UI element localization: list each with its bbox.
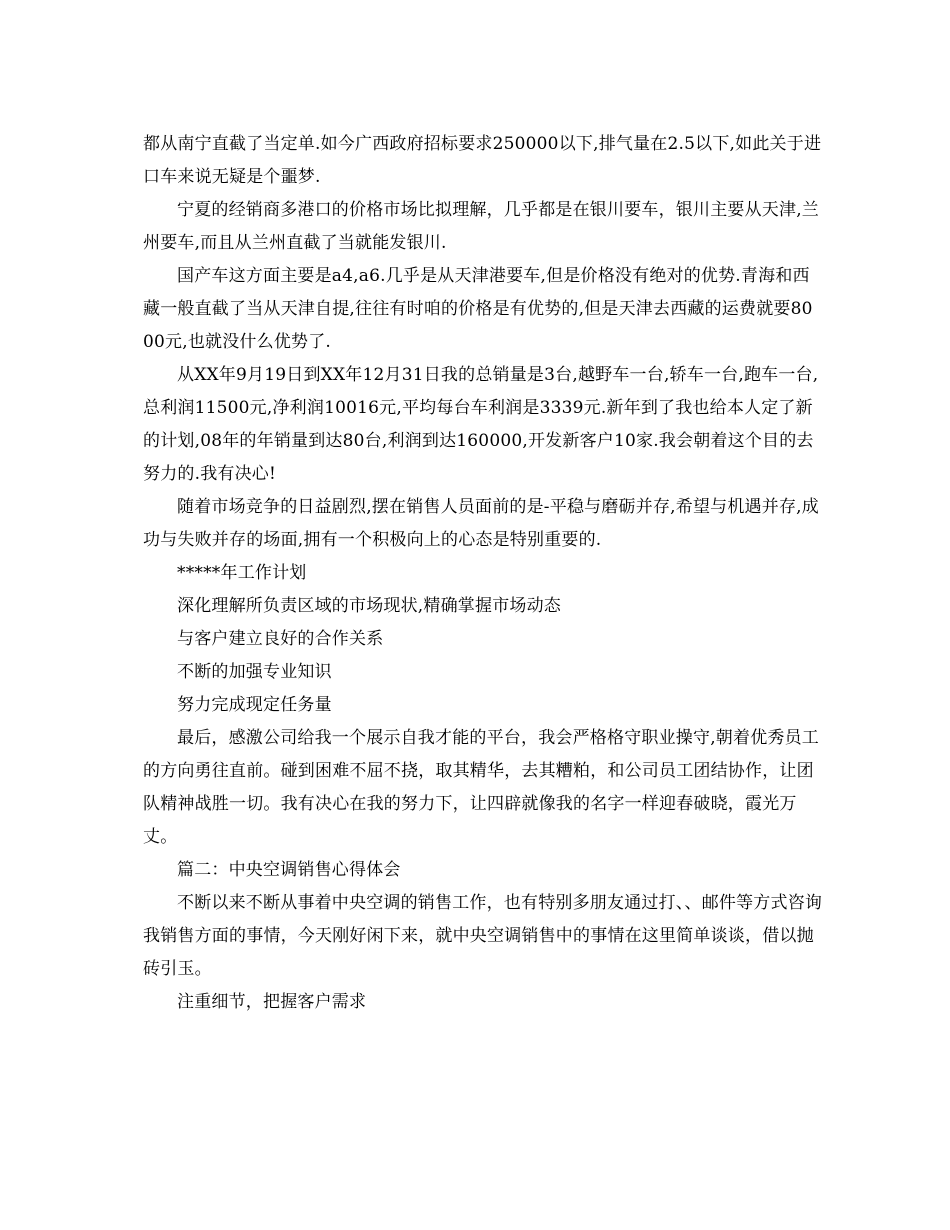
paragraph-part-two-intro: 不断以来不断从事着中央空调的销售工作，也有特别多朋友通过打、、邮件等方式咨询我销售方面的事情，今天刚好闲下来，就中央空调销售中的事情在这里简单谈谈，借以抛砖引玉。	[143, 893, 823, 979]
paragraph-2: 宁夏的经销商多港口的价格市场比拟理解，几乎都是在银川要车，银川主要从天津,兰州要车,而且从兰州直截了当就能发银川.	[143, 200, 820, 253]
plan-item-3: 不断的加强专业知识	[177, 662, 332, 682]
section-heading-part-two: 篇二：中央空调销售心得体会	[177, 860, 401, 880]
paragraph-3: 国产车这方面主要是a4,a6.几乎是从天津港要车,但是价格没有绝对的优势.青海和西藏一般直截了当从天津自提,往往有时咱的价格是有优势的,但是天津去西藏的运费就要8000元,也就没什么优势了.	[143, 266, 813, 352]
paragraph-5: 随着市场竞争的日益剧烈,摆在销售人员面前的是-平稳与磨砺并存,希望与机遇并存,成功与失败并存的场面,拥有一个积极向上的心态是特别重要的.	[143, 497, 819, 550]
subheading-details: 注重细节，把握客户需求	[177, 992, 367, 1012]
plan-item-2: 与客户建立良好的合作关系	[177, 629, 384, 649]
plan-item-4: 努力完成现定任务量	[177, 695, 332, 715]
document-body	[143, 128, 823, 1019]
paragraph-4: 从XX年9月19日到XX年12月31日我的总销量是3台,越野车一台,轿车一台,跑车一台,总利润11500元,净利润10016元,平均每台车利润是3339元.新年到了我也给本人定了新的计划,08年的年销量到达80台,利润到达160000,开发新客户10家.我会朝着这个目的去努力的.我有决心!	[143, 365, 819, 484]
paragraph-1: 都从南宁直截了当定单.如今广西政府招标要求250000以下,排气量在2.5以下,如此关于进口车来说无疑是个噩梦.	[143, 134, 822, 187]
paragraph-closing: 最后，感激公司给我一个展示自我才能的平台，我会严格格守职业操守,朝着优秀员工的方向勇往直前。碰到困难不屈不挠，取其精华，去其糟粕，和公司员工团结协作，让团队精神战胜一切。我有决心在我的努力下，让四辟就像我的名字一样迎春破晓，霞光万丈。	[143, 728, 820, 847]
plan-item-1: 深化理解所负责区域的市场现状,精确掌握市场动态	[177, 596, 562, 616]
section-heading-work-plan: *****年工作计划	[177, 563, 307, 583]
